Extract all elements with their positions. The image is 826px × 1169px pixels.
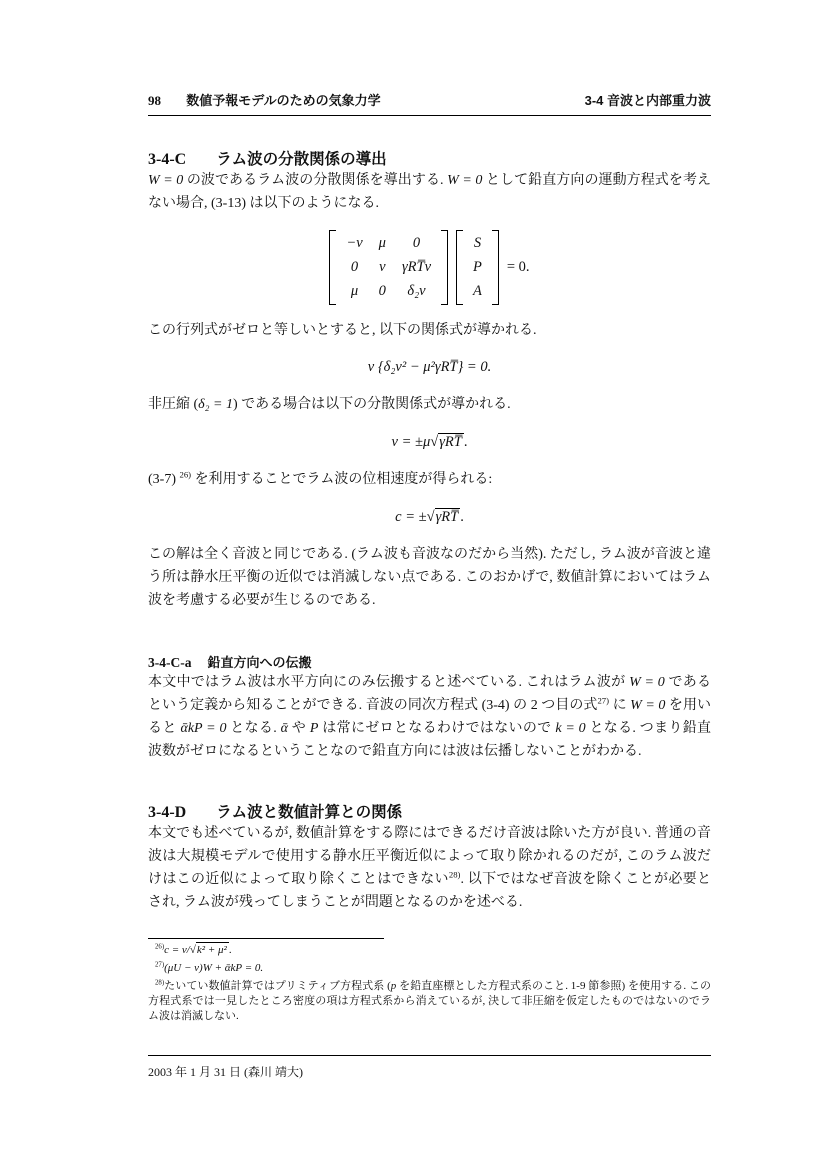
right-bracket [441, 230, 448, 305]
header-left [148, 90, 381, 109]
text-run: . [463, 433, 468, 450]
text-run: の波であるラム波の分散関係を導出する. [183, 173, 448, 188]
text-run: を利用することでラム波の位相速度が得られる: [191, 472, 493, 487]
right-bracket [492, 230, 499, 305]
footnote-26 [148, 942, 711, 958]
heading-3-4-C [148, 147, 711, 169]
footnote-marker: 27) [155, 961, 165, 969]
heading-title: ラム波の分散関係の導出 [216, 151, 387, 168]
text-run: この解は全く音波と同じである. (ラム波も音波なのだから当然). ただし, ラム波が音波と違う所は静水圧平衡の近似では消滅しない点である. このおかげで, 数値計算においてはラム波を考慮する必要が生じるのである. [148, 547, 711, 608]
math-run: δ₂ = 1 [198, 397, 233, 412]
math-run: W = 0 [630, 698, 666, 713]
paragraph-phase-speed-intro [148, 468, 711, 491]
math-run: c = ν/ [164, 944, 190, 956]
footnote-marker: 28) [155, 979, 165, 987]
coefficient-matrix [336, 230, 441, 305]
heading-3-4-C-a [148, 652, 711, 671]
math-run: √ γRT̅ [426, 509, 459, 525]
math-run: ν {δ₂ν² − μ²γRT̅} = 0. [367, 359, 492, 375]
page-header [148, 0, 711, 109]
text-run: (3-7) [148, 472, 180, 487]
state-vector [463, 230, 492, 305]
footnote-28 [148, 979, 711, 1024]
text-run: 本文でも述べているが, 数値計算をする際にはできるだけ音波は除いた方が良い. 普通の音波は大規模モデルで使用する静水圧平衡近似によって取り除かれるのだが, このラム波だけはこの近似によって取り除くことはできない [148, 826, 711, 887]
footnote-ref: 28) [448, 869, 461, 880]
math-run: W = 0 [629, 675, 665, 690]
math-run: √ k² + μ² [189, 944, 227, 956]
paragraph-determinant [148, 319, 711, 342]
matrix-cell: μ [350, 283, 359, 299]
text-run: となる. [226, 721, 281, 736]
header-book-title: 数値予報モデルのための気象力学 [186, 93, 381, 108]
heading-title: 鉛直方向への伝搬 [207, 655, 312, 670]
text-run: 非圧縮 ( [148, 397, 199, 412]
header-section-title: 3-4 音波と内部重力波 [584, 93, 711, 108]
math-run: ᾱ [280, 721, 288, 736]
paragraph-lamb-derivation [148, 169, 711, 215]
equation-matrix-system [148, 230, 711, 305]
footnote-ref: 26) [179, 469, 192, 480]
matrix-cell: μ [378, 235, 386, 251]
vector-cell: A [473, 283, 482, 299]
text-run: や [287, 721, 310, 736]
heading-title: ラム波と数値計算との関係 [216, 804, 403, 821]
footnote-text [164, 944, 231, 956]
text-run: たいてい数値計算ではプリミティブ方程式系 ( [164, 980, 391, 992]
paragraph-numerical-relation [148, 822, 711, 914]
equation-nu-solution [148, 433, 711, 451]
math-run: ᾱkP = 0 [180, 721, 227, 736]
text-run: は常にゼロとなるわけではないので [318, 721, 556, 736]
left-bracket [329, 230, 336, 305]
equation-phase-speed [148, 508, 711, 526]
math-run: k = 0 [555, 721, 586, 736]
matrix-cell: 0 [378, 283, 386, 299]
equation-dispersion-relation [148, 359, 711, 376]
footnote-27 [148, 961, 711, 976]
text-run: ) である場合は以下の分散関係式が導かれる. [233, 397, 511, 412]
text-run: この行列式がゼロと等しいとすると, 以下の関係式が導かれる. [148, 323, 537, 338]
footnote-rule [148, 938, 384, 939]
math-run: c = ± [395, 508, 427, 525]
footer-date-author: 2003 年 1 月 31 日 (森川 靖大) [148, 1065, 303, 1079]
left-bracket [456, 230, 463, 305]
text-run: を鉛直座標とした方程式系のこと. 1-9 節参照) を使用する. この方程式系では一見したところ密度の項は方程式系から消えているが, 決して非圧縮を仮定したものではないのでラム波は消滅しない. [148, 980, 711, 1022]
matrix-cell: γRT̅ν [401, 259, 432, 275]
matrix-cell: 0 [350, 259, 359, 275]
page-number: 98 [148, 93, 161, 108]
paragraph-vertical-propagation [148, 671, 711, 763]
matrix-cell: δ₂ν [407, 283, 426, 299]
heading-number: 3-4-D [148, 804, 187, 821]
vector-cell: S [473, 235, 482, 251]
footnote-ref: 27) [597, 695, 610, 706]
text-run: となる. つまり鉛直波数がゼロになるということなので鉛直方向には波は伝播しないことがわかる. [148, 721, 712, 759]
text-run: を用いると [148, 698, 712, 736]
equation-rhs: = 0. [506, 259, 530, 275]
math-run: (μU − ν)W + ᾱkP = 0. [164, 962, 264, 974]
text-run: であるという定義から知ることができる. 音波の同次方程式 (3-4) の 2 つ目の式 [148, 675, 712, 713]
text-run: . [460, 508, 464, 525]
text-run: . 以下ではなぜ音波を除くことが必要とされ, ラム波が残ってしまうことが問題となるのかを述べる. [148, 872, 712, 910]
page-footer [148, 1055, 711, 1080]
text-run: として鉛直方向の運動方程式を考えない場合, (3-13) は以下のようになる. [148, 173, 712, 211]
text-run: . [228, 944, 232, 956]
text-run: に [609, 698, 631, 713]
math-run: √ γRT̅ [430, 434, 462, 450]
matrix-cell: 0 [412, 235, 421, 251]
vector-cell: P [473, 259, 482, 275]
heading-number: 3-4-C [148, 151, 187, 168]
matrix-cell: ν [379, 259, 386, 275]
text-column [148, 0, 711, 1024]
matrix-cell: −ν [346, 235, 363, 251]
math-run: W = 0 [447, 173, 483, 188]
heading-3-4-D [148, 800, 711, 822]
paragraph-same-as-sound [148, 543, 711, 612]
math-run: p [390, 980, 397, 992]
header-rule [148, 115, 711, 116]
footnote-text [164, 962, 263, 974]
heading-number: 3-4-C-a [148, 655, 192, 670]
math-run: W = 0 [148, 173, 184, 188]
footnote-block [148, 938, 711, 1024]
footnote-marker: 26) [155, 943, 165, 951]
text-run: 本文中ではラム波は水平方向にのみ伝搬すると述べている. これはラム波が [148, 675, 630, 690]
paragraph-incompressible [148, 393, 711, 416]
math-run: P [309, 721, 319, 736]
footnote-text [148, 980, 711, 1022]
math-run: ν = ±μ [391, 433, 431, 450]
